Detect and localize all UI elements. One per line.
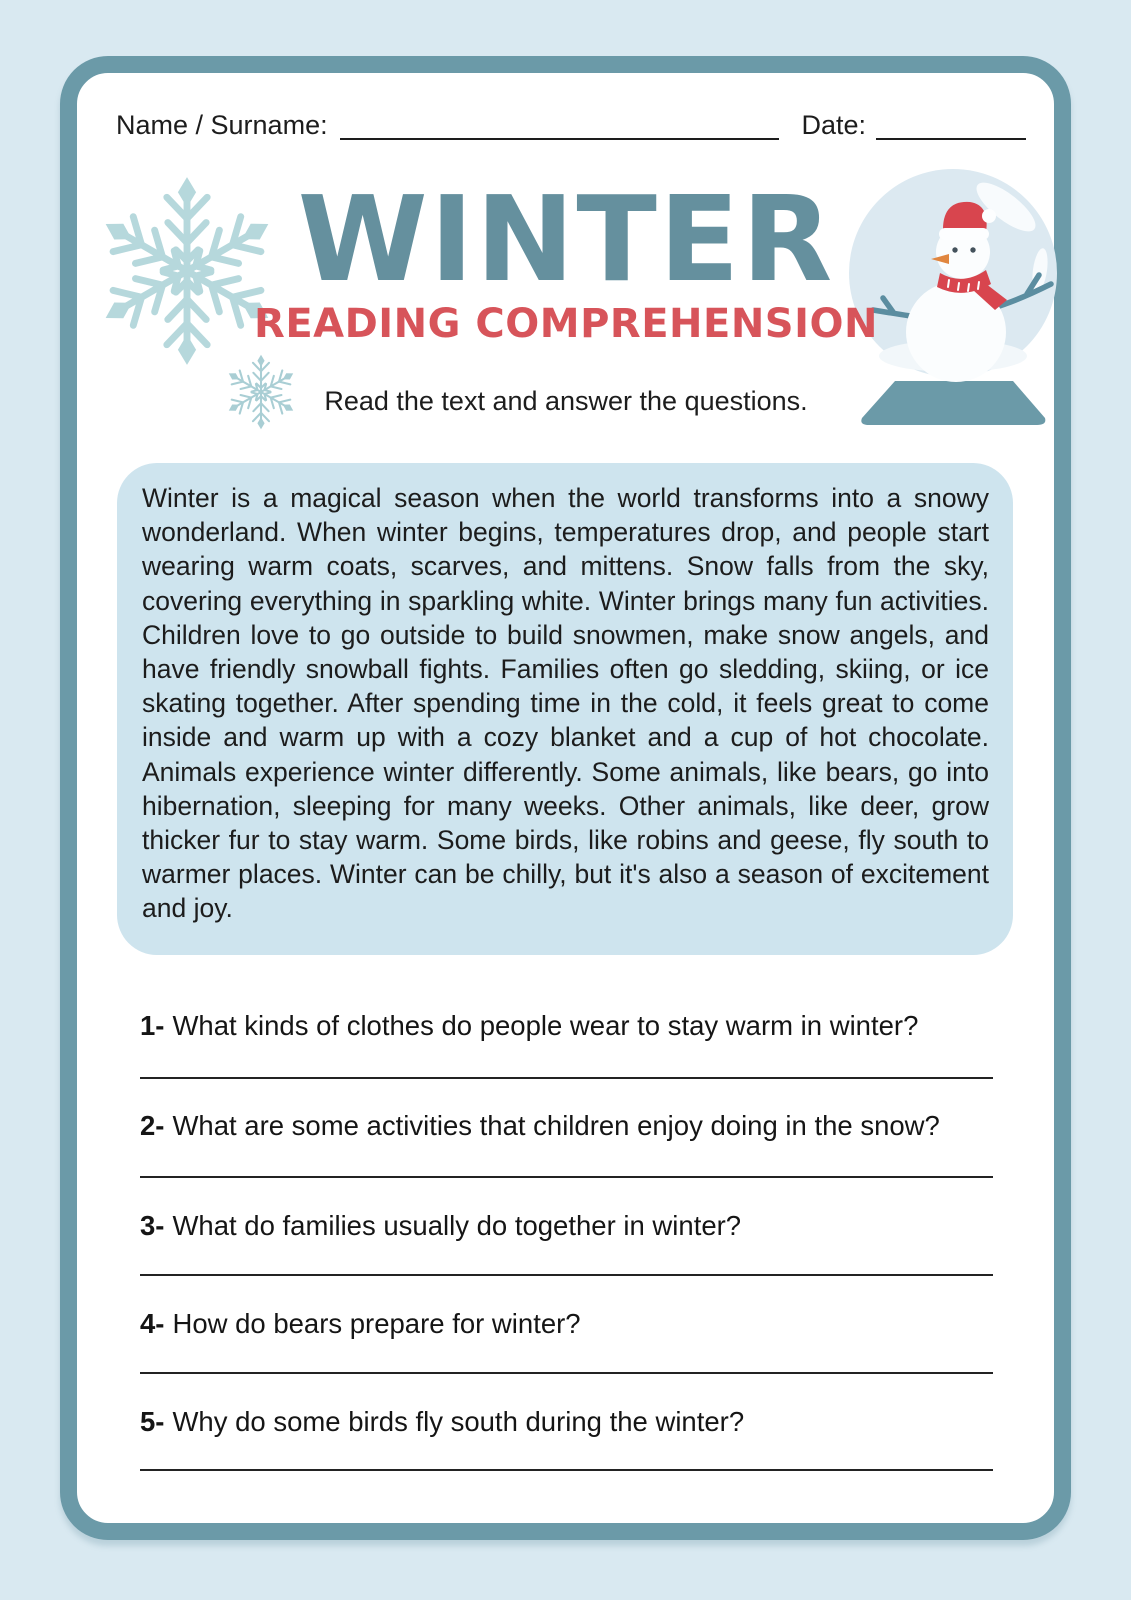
name-surname-label: Name / Surname: <box>116 110 328 140</box>
name-input-line[interactable] <box>340 108 780 140</box>
reading-passage-text: Winter is a magical season when the world transforms into a snowy wonderland. When winter begins, temperatures drop, and people start wearing warm coats, scarves, and mittens. Snow falls from the sky, covering everything in sparkling white. Winter brings many fun activities. Children love to go outside to build snowmen, make snow angels, and have friendly snowball fights. Families often go sledding, skiing, or ice skating together. After spending time in the cold, it feels great to come inside and warm up with a cozy blanket and a cup of hot chocolate. Animals experience winter differently. Some animals, like bears, go into hibernation, sleeping for many weeks. Other animals, like deer, grow thicker fur to stay warm. Some birds, like robins and geese, fly south to warmer places. Winter can be chilly, but it's also a season of excitement and joy. <box>142 483 989 924</box>
question-2-number: 2- <box>140 1110 165 1141</box>
date-label: Date: <box>801 110 866 140</box>
answer-line-2[interactable] <box>140 1176 993 1178</box>
question-5-number: 5- <box>140 1406 165 1437</box>
question-3 <box>140 1210 1020 1242</box>
question-3-text: What do families usually do together in winter? <box>172 1210 742 1241</box>
answer-line-5[interactable] <box>140 1469 993 1471</box>
question-4-number: 4- <box>140 1308 165 1339</box>
question-2 <box>140 1110 1020 1142</box>
date-input-line[interactable] <box>876 108 1026 140</box>
question-1-number: 1- <box>140 1010 165 1041</box>
answer-line-1[interactable] <box>140 1077 993 1079</box>
reading-passage-box <box>117 463 1013 955</box>
page-title: WINTER <box>297 170 835 308</box>
question-4-text: How do bears prepare for winter? <box>172 1308 581 1339</box>
question-5 <box>140 1406 1020 1438</box>
question-5-text: Why do some birds fly south during the winter? <box>172 1406 745 1437</box>
question-1-text: What kinds of clothes do people wear to stay warm in winter? <box>172 1010 919 1041</box>
answer-line-4[interactable] <box>140 1372 993 1374</box>
answer-line-3[interactable] <box>140 1274 993 1276</box>
question-3-number: 3- <box>140 1210 165 1241</box>
question-1 <box>140 1010 1020 1042</box>
instruction-text: Read the text and answer the questions. <box>324 386 808 416</box>
question-4 <box>140 1308 1020 1340</box>
header <box>116 106 1026 140</box>
page-subtitle: READING COMPREHENSION <box>254 301 878 347</box>
question-2-text: What are some activities that children enjoy doing in the snow? <box>172 1110 940 1141</box>
